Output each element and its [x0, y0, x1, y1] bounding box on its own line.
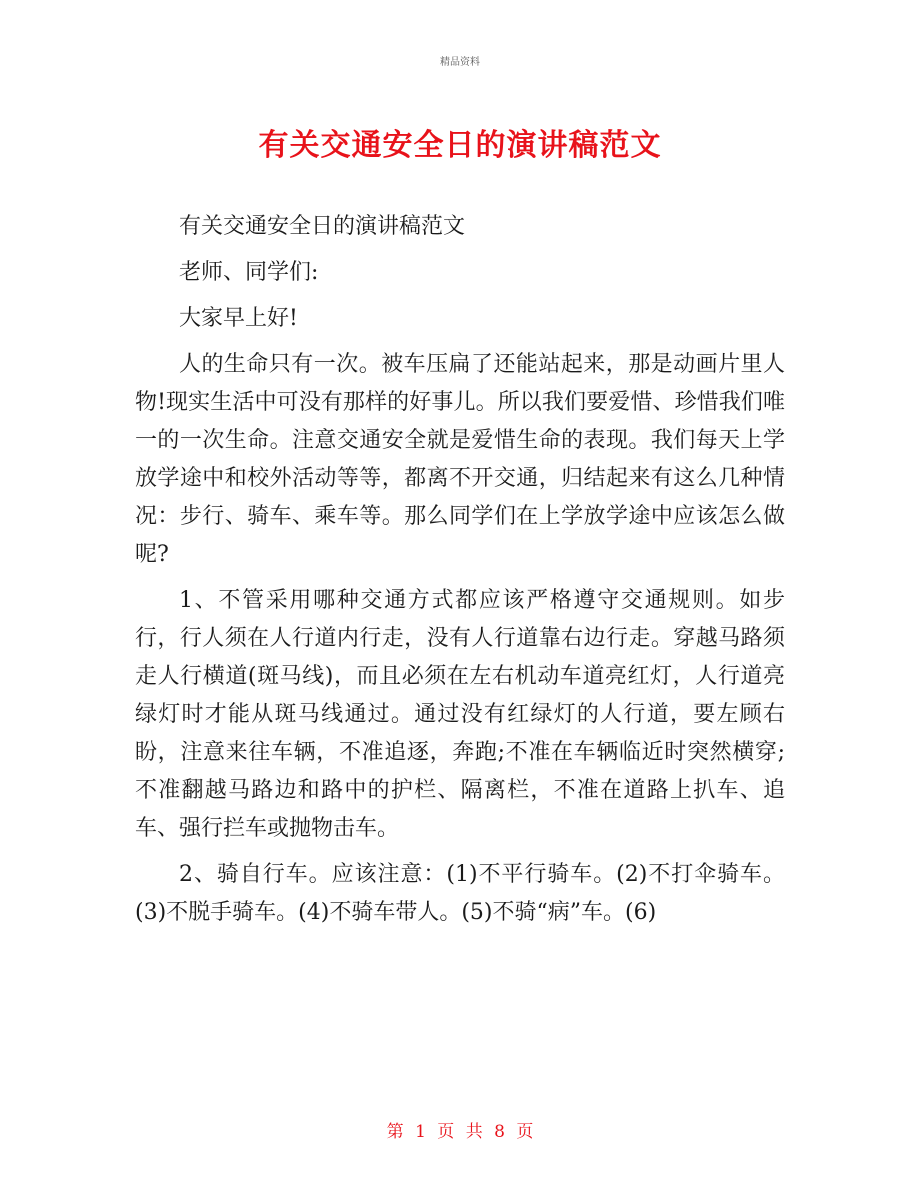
paragraph-subtitle: 有关交通安全日的演讲稿范文: [179, 214, 466, 239]
paragraph-salutation: 老师、同学们:: [179, 260, 319, 285]
paragraph-greeting: 大家早上好!: [179, 306, 298, 331]
page-indicator: 第 1 页 共 8 页: [386, 1122, 534, 1142]
paragraph-point-1: 1、不管采用哪种交通方式都应该严格遵守交通规则。如步行，行人须在人行道内行走，没有人行道靠右边行走。穿越马路须走人行横道(斑马线)，而且必须在左右机动车道亮红灯，人行道亮绿灯时才能从斑马线通过。通过没有红绿灯的人行道，要左顾右盼，注意来往车辆，不准追逐，奔跑;不准在车辆临近时突然横穿;不准翻越马路边和路中的护栏、隔离栏，不准在道路上扒车、追车、强行拦车或抛物击车。: [135, 588, 785, 841]
document-title: 有关交通安全日的演讲稿范文: [258, 128, 662, 163]
paragraph-intro: 人的生命只有一次。被车压扁了还能站起来，那是动画片里人物!现实生活中可没有那样的好事儿。所以我们要爱惜、珍惜我们唯一的一次生命。注意交通安全就是爱惜生命的表现。我们每天上学放学途中和校外活动等等，都离不开交通，归结起来有这么几种情况：步行、骑车、乘车等。那么同学们在上学放学途中应该怎么做呢?: [135, 352, 785, 567]
paragraph-point-2: 2、骑自行车。应该注意：(1)不平行骑车。(2)不打伞骑车。(3)不脱手骑车。(4)不骑车带人。(5)不骑“病”车。(6): [135, 862, 785, 925]
header-label: 精品资料: [440, 57, 480, 68]
document-body: [135, 208, 785, 932]
